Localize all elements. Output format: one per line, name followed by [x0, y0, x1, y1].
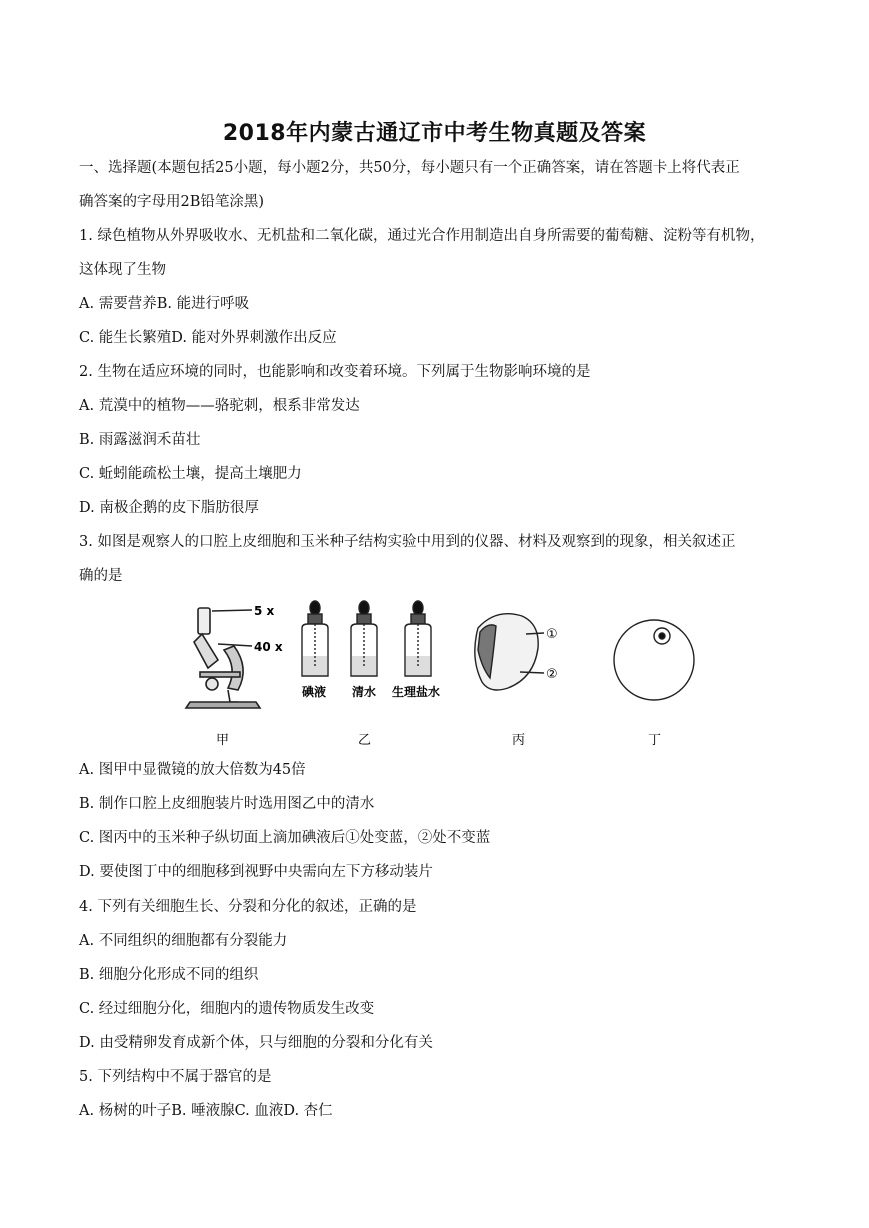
question-3-cont: 确的是 — [79, 568, 123, 584]
question-2-option-c: C. 蚯蚓能疏松土壤，提高土壤肥力 — [79, 466, 302, 482]
question-4-option-b: B. 细胞分化形成不同的组织 — [79, 967, 259, 983]
bottle-label-iodine: 碘液 — [302, 685, 327, 699]
question-4-option-a: A. 不同组织的细胞都有分裂能力 — [79, 933, 288, 949]
question-4-option-c: C. 经过细胞分化，细胞内的遗传物质发生改变 — [79, 1001, 375, 1017]
eyepiece-label: 5 x — [254, 604, 275, 618]
question-1-options-ab: A. 需要营养B. 能进行呼吸 — [79, 296, 250, 312]
section-instructions-cont: 确答案的字母用2B铅笔涂黑) — [79, 194, 265, 210]
panel-label-yi: 乙 — [358, 733, 372, 748]
document-title: 2018年内蒙古通辽市中考生物真题及答案 — [222, 121, 647, 146]
dropper-bottle-icon — [405, 601, 431, 676]
question-1: 1. 绿色植物从外界吸收水、无机盐和二氧化碳，通过光合作用制造出自身所需要的葡萄糖、淀粉等有机物， — [79, 228, 765, 244]
question-5-options: A. 杨树的叶子B. 唾液腺C. 血液D. 杏仁 — [79, 1103, 333, 1119]
question-3-option-c: C. 图丙中的玉米种子纵切面上滴加碘液后①处变蓝，②处不变蓝 — [79, 830, 491, 846]
question-4-option-d: D. 由受精卵发育成新个体，只与细胞的分裂和分化有关 — [79, 1035, 433, 1051]
microscope-field-icon — [614, 620, 694, 700]
question-1-cont: 这体现了生物 — [79, 262, 166, 278]
question-2-option-a: A. 荒漠中的植物——骆驼刺，根系非常发达 — [79, 398, 360, 414]
question-2-option-d: D. 南极企鹅的皮下脂肪很厚 — [79, 500, 259, 516]
seed-mark-2: ② — [546, 667, 558, 682]
panel-label-bing: 丙 — [512, 733, 526, 748]
section-instructions: 一、选择题(本题包括25小题，每小题2分，共50分，每小题只有一个正确答案，请在答题卡上将代表正 — [79, 160, 740, 176]
question-2-option-b: B. 雨露滋润禾苗壮 — [79, 432, 201, 448]
question-3-figure — [178, 598, 698, 750]
question-3-option-b: B. 制作口腔上皮细胞装片时选用图乙中的清水 — [79, 796, 375, 812]
objective-label: 40 x — [254, 640, 283, 654]
corn-seed-icon — [475, 614, 544, 690]
question-1-options-cd: C. 能生长繁殖D. 能对外界刺激作出反应 — [79, 330, 337, 346]
bottle-label-saline: 生理盐水 — [392, 685, 441, 699]
question-5: 5. 下列结构中不属于器官的是 — [79, 1069, 272, 1085]
microscope-icon — [186, 608, 260, 708]
question-3-option-a: A. 图甲中显微镜的放大倍数为45倍 — [79, 762, 306, 778]
dropper-bottle-icon — [302, 601, 328, 676]
question-3-option-d: D. 要使图丁中的细胞移到视野中央需向左下方移动装片 — [79, 864, 433, 880]
panel-label-ding: 丁 — [648, 733, 662, 748]
bottle-label-water: 清水 — [352, 685, 377, 699]
question-2: 2. 生物在适应环境的同时，也能影响和改变着环境。下列属于生物影响环境的是 — [79, 364, 591, 380]
question-4: 4. 下列有关细胞生长、分裂和分化的叙述，正确的是 — [79, 899, 417, 915]
panel-label-jia: 甲 — [216, 733, 230, 748]
question-3: 3. 如图是观察人的口腔上皮细胞和玉米种子结构实验中用到的仪器、材料及观察到的现象，相关叙述正 — [79, 534, 736, 550]
seed-mark-1: ① — [546, 627, 558, 642]
dropper-bottle-icon — [351, 601, 377, 676]
